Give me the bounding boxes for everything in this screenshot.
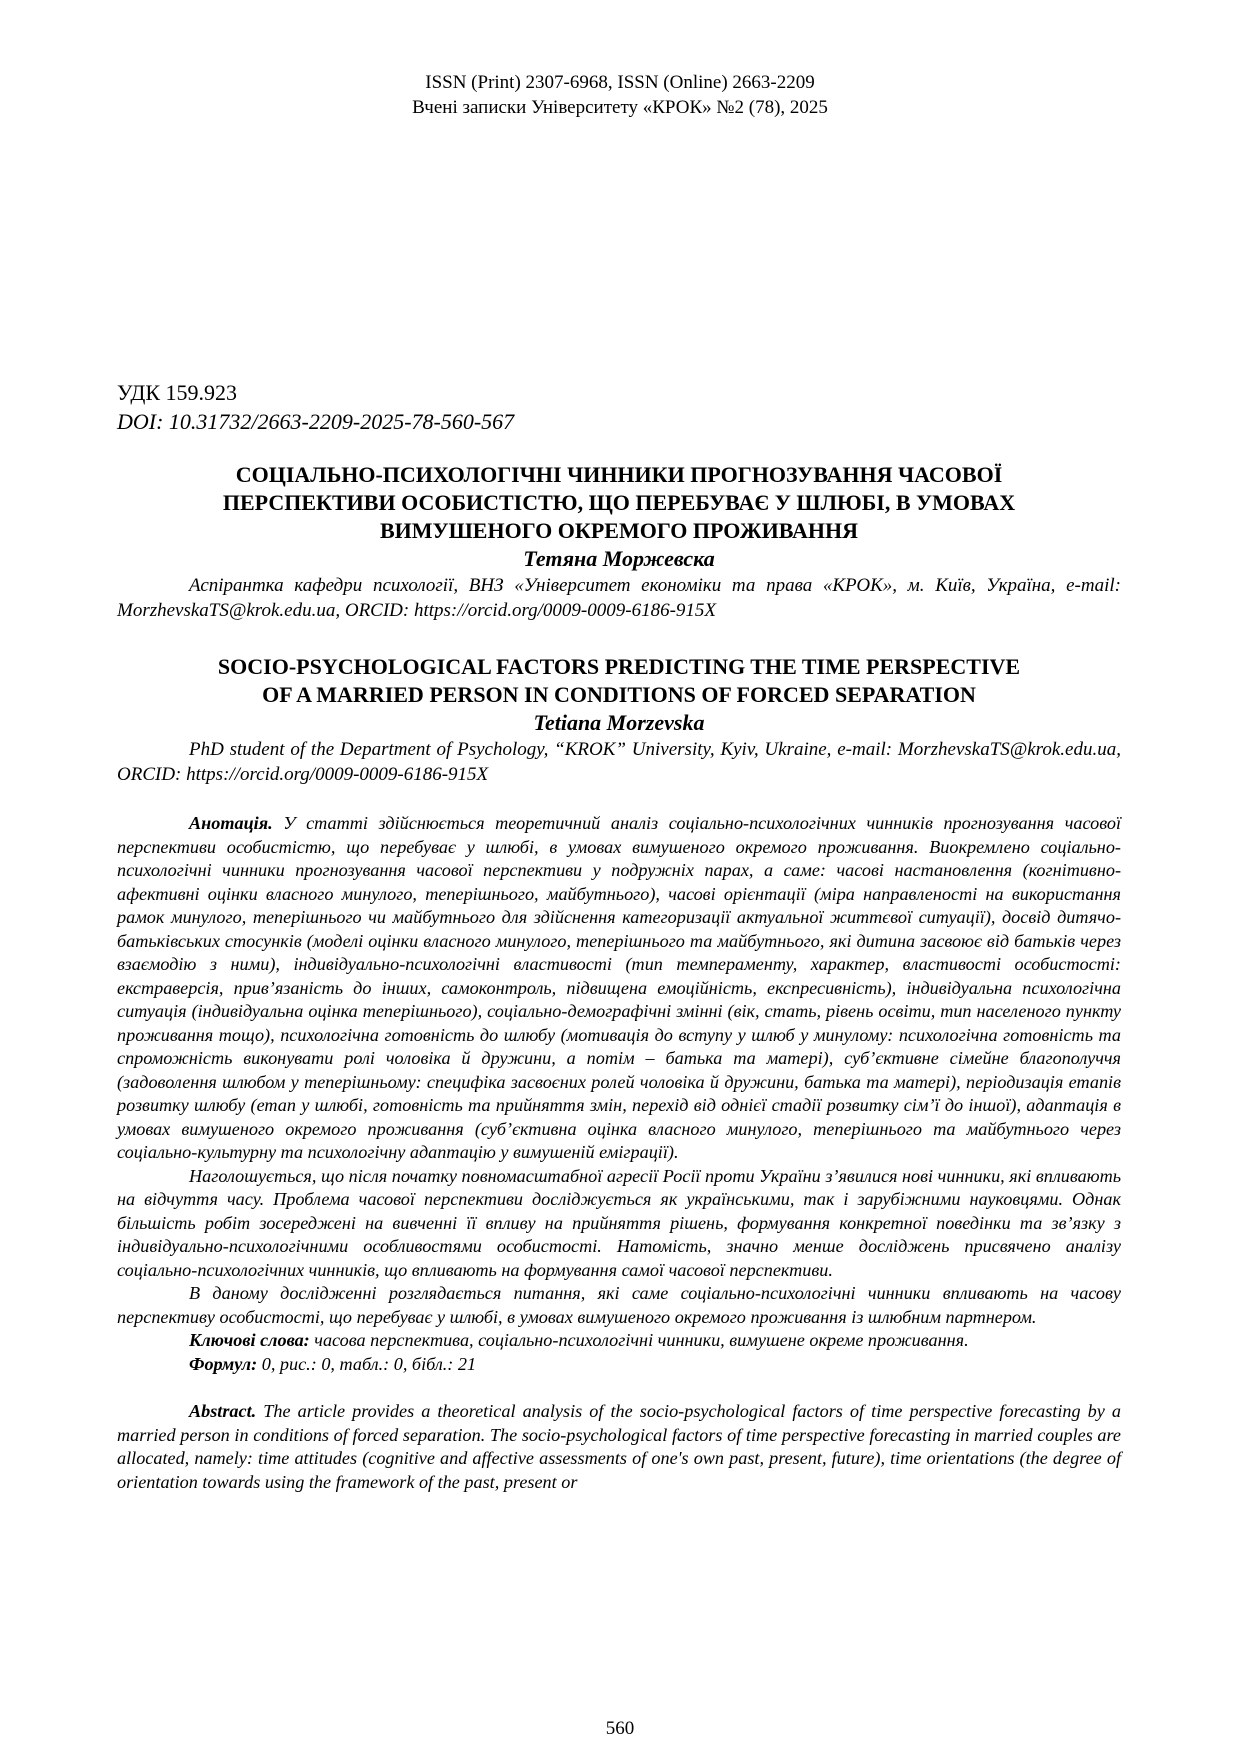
abstract-text: The article provides a theoretical analysis of the socio-psychological factors of time perspective forecasting by a married person in conditions of forced separation. The socio-psychological factors of time perspective forecasting in married couples are allocated, namely: time attitudes (cognitive and affective assessments of one's own past, present, future), time orientations (the degree of orientation towards using the framework of the past, present or [117, 1401, 1121, 1492]
keywords-label: Ключові слова: [189, 1330, 310, 1350]
counts-text: 0, рис.: 0, табл.: 0, бібл.: 21 [257, 1353, 477, 1374]
doi: DOI: 10.31732/2663-2209-2025-78-560-567 [117, 409, 515, 434]
journal-header [0, 70, 1240, 120]
keywords-text: часова перспектива, соціально-психологічні чинники, вимушене окреме проживання. [309, 1330, 969, 1350]
keywords-line [117, 1329, 1121, 1353]
spacer [117, 1376, 1121, 1400]
en-author: Tetiana Morzevska [533, 710, 705, 735]
en-title-line: SOCIO-PSYCHOLOGICAL FACTORS PREDICTING THE TIME PERSPECTIVE [217, 654, 1021, 679]
abstract-section [117, 812, 1121, 1494]
annotation-paragraph-2: Наголошується, що після початку повномасштабної агресії Росії проти України з’явилися нові чинники, які впливають на відчуття часу. Проблема часової перспективи досліджується як українськими, так і зарубіжними науковцями. Однак більшість робіт зосереджені на вивченні її впливу на прийняття рішень, формування конкретної поведінки та зв’язку з індивідуально-психологічними особливостями особистості. Натомість, значно менше досліджень присвячено аналізу соціально-психологічних чинників, що впливають на формування самої часової перспективи. [117, 1165, 1121, 1280]
annotation-text: У статті здійснюється теоретичний аналіз соціально-психологічних чинників прогнозування часової перспективи особистістю, що перебуває у шлюбі, в умовах вимушеного окремого проживання. Виокремлено соціально-психологічні чинники прогнозування часової перспективи у подружніх парах, а саме: часові настановлення (когнітивно-афективні оцінки власного минулого, теперішнього, майбутнього), часові орієнтації (міра направленості на використання рамок минулого, теперішнього чи майбутнього для здійснення категоризації актуальної життєвої ситуації), досвід дитячо-батьківських стосунків (моделі оцінки власного минулого, теперішнього та майбутнього, які дитина засвоює від батьків через взаємодію з ними), індивідуально-психологічні властивості (тип темпераменту, характер, властивості особистості: екстраверсія, прив’язаність до інших, самоконтроль, підвищена емоційність, експресивність), індивідуальна психологічна ситуація (індивідуальна оцінка теперішнього), соціально-демографічні змінні (вік, стать, рівень освіти, тип населеного пункту проживання тощо), психологічна готовність до шлюбу (мотивація до вступу у шлюб у минулому: психологічна готовність та спроможність виконувати ролі чоловіка й дружини, а потім – батька та матері), суб’єктивне сімейне благополуччя (задоволення шлюбом у теперішньому: специфіка засвоєних ролей чоловіка й дружини, батька та матері), періодизація етапів розвитку шлюбу (етап у шлюбі, готовність та прийняття змін, перехід від однієї стадії розвитку сім’ї до іншої), адаптація в умовах вимушеного окремого проживання (суб’єктивна оцінка власного минулого, теперішнього та майбутнього через соціально-культурну та психологічну адаптацію у вимушеній еміграції). [117, 813, 1121, 1162]
ukrainian-heading [117, 461, 1121, 623]
udk-code: УДК 159.923 [117, 380, 238, 405]
counts-line [117, 1353, 1121, 1377]
english-heading [117, 653, 1121, 787]
ua-title-line: ПЕРСПЕКТИВИ ОСОБИСТІСТЮ, ЩО ПЕРЕБУВАЄ У ШЛЮБІ, В УМОВАХ [222, 490, 1016, 515]
journal-line: Вчені записки Університету «КРОК» №2 (78), 2025 [412, 97, 828, 118]
issn-line: ISSN (Print) 2307-6968, ISSN (Online) 2663-2209 [425, 72, 815, 93]
abstract-label: Abstract. [189, 1401, 257, 1421]
formulas-label: Формул: [189, 1353, 258, 1374]
annotation-label: Анотація. [189, 813, 273, 833]
ua-title-line: СОЦІАЛЬНО-ПСИХОЛОГІЧНІ ЧИННИКИ ПРОГНОЗУВАННЯ ЧАСОВОЇ [235, 462, 1003, 487]
ua-title [117, 461, 1121, 545]
ua-affiliation: Аспірантка кафедри психології, ВНЗ «Університет економіки та права «КРОК», м. Київ, Україна, e-mail: MorzhevskaTS@krok.edu.ua, ORCID: https://orcid.org/0009-0009-6186-915X [117, 575, 1121, 621]
ua-author: Тетяна Моржевска [523, 546, 715, 571]
page-number: 560 [605, 1718, 635, 1739]
identifiers [117, 378, 1121, 436]
annotation-paragraph [117, 812, 1121, 1165]
ua-title-line: ВИМУШЕНОГО ОКРЕМОГО ПРОЖИВАННЯ [379, 518, 859, 543]
abstract-paragraph [117, 1400, 1121, 1494]
en-title [117, 653, 1121, 709]
en-affiliation: PhD student of the Department of Psychology, “KROK” University, Kyiv, Ukraine, e-mail: MorzhevskaTS@krok.edu.ua, ORCID: https://orcid.org/0009-0009-6186-915X [117, 739, 1121, 785]
en-title-line: OF A MARRIED PERSON IN CONDITIONS OF FORCED SEPARATION [262, 682, 976, 707]
annotation-paragraph-3: В даному дослідженні розглядається питання, які саме соціально-психологічні чинники впливають на часову перспективу особистості, що перебуває у шлюбі, в умовах вимушеного окремого проживання із шлюбним партнером. [117, 1283, 1121, 1327]
